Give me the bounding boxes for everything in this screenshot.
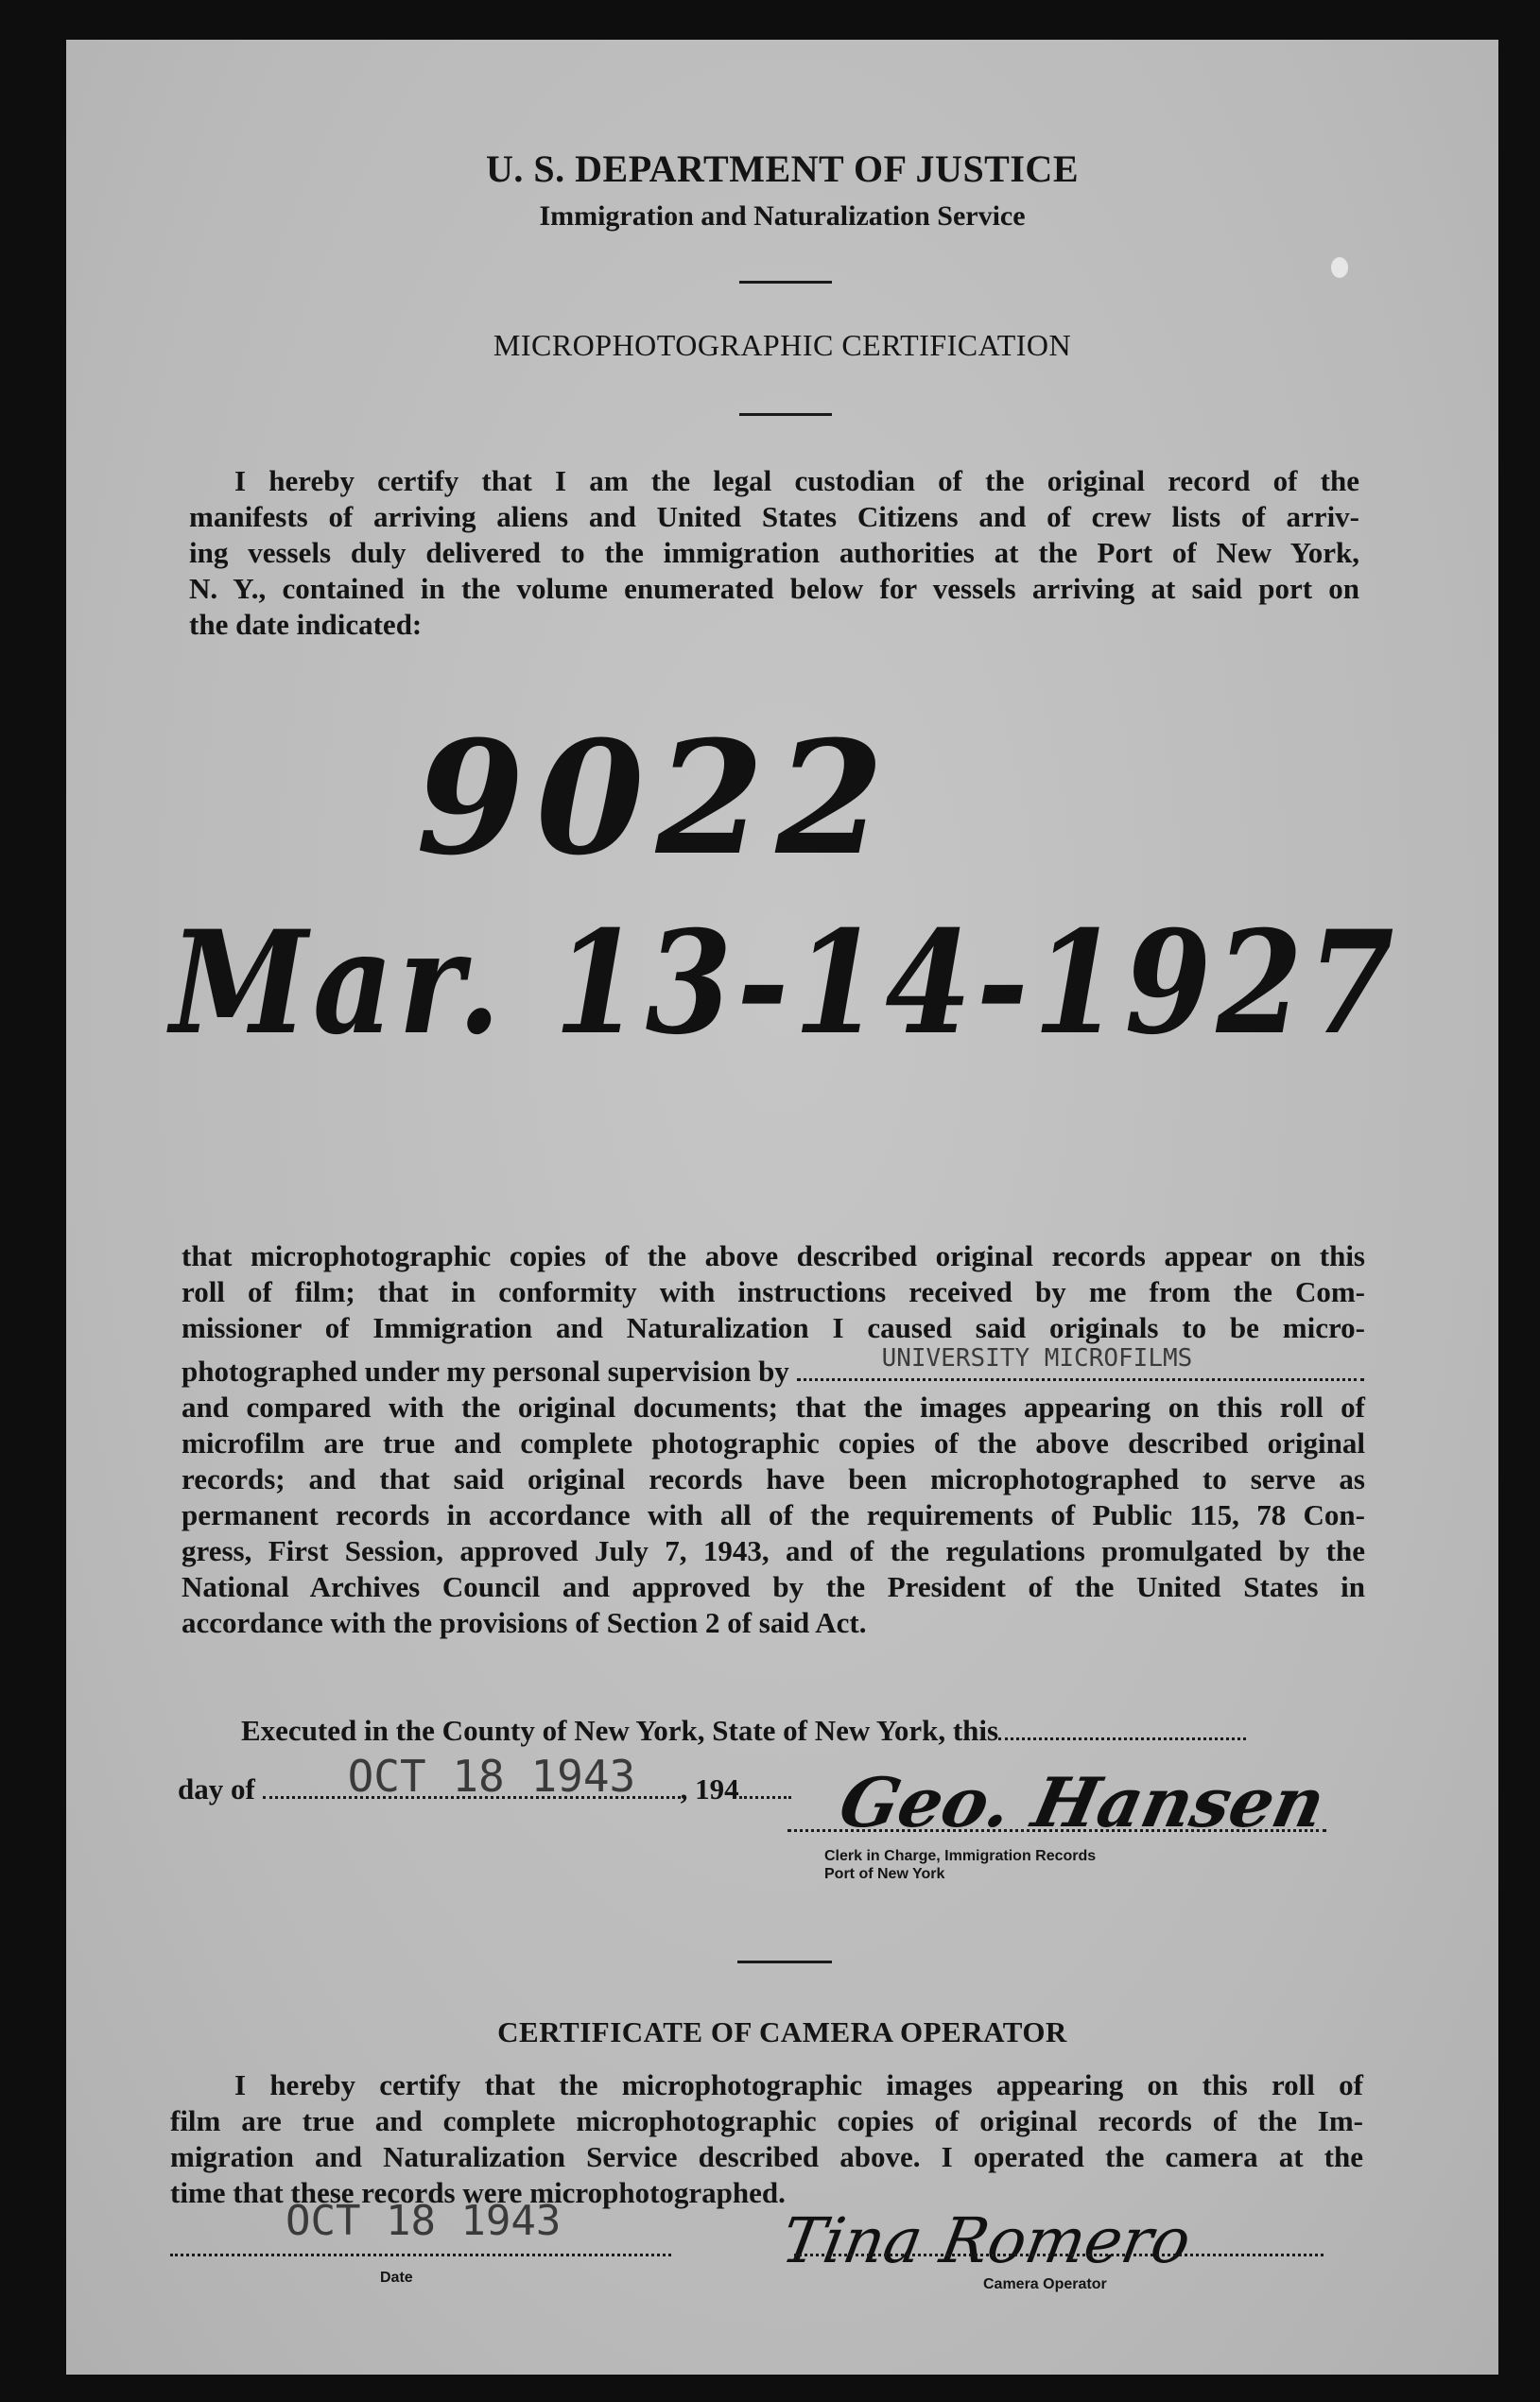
executed-text: Executed in the County of New York, State of New York, this [241,1714,999,1747]
paragraph-line: time that these records were microphotographed. [170,2176,786,2209]
paragraph-line: N. Y., contained in the volume enumerated below for vessels arriving at said port on [189,572,1359,605]
camera-date-stamp: OCT 18 1943 [286,2197,562,2245]
certificate-sheet [66,40,1498,2375]
supervision-prefix: photographed under my personal supervision by [182,1355,789,1388]
date-label: Date [380,2270,413,2286]
camera-paragraph [170,2067,1363,2211]
day-of-label: day of [178,1772,255,1806]
paragraph-line: and compared with the original documents; that the images appearing on this roll of [182,1391,1365,1424]
paragraph-line: microfilm are true and complete photographic copies of the above described original [182,1426,1365,1460]
clerk-title [824,1847,1096,1883]
handwriting-layer [66,40,1498,1127]
paragraph-line: that microphotographic copies of the above described original records appear on this [182,1239,1365,1272]
paragraph-line: migration and Naturalization Service described above. I operated the camera at the [170,2140,1363,2173]
department-heading: U. S. DEPARTMENT OF JUSTICE [486,147,1079,190]
paragraph-line: missioner of Immigration and Naturalization I caused said originals to be micro- [182,1311,1365,1344]
operator-label: Camera Operator [983,2276,1107,2292]
paragraph-line: I hereby certify that the microphotographic images appearing on this roll of [234,2068,1363,2101]
clerk-signature: Geo. Hansen [832,1762,1332,1842]
paragraph-line: accordance with the provisions of Section 2 of said Act. [182,1606,867,1639]
clerk-title-line: Clerk in Charge, Immigration Records [824,1848,1097,1864]
handwritten-date: Mar. 13-14-1927 [165,900,1400,1066]
year-prefix: , 194 [680,1772,739,1806]
divider [737,1961,832,1963]
paragraph-line: the date indicated: [189,608,423,641]
body-paragraph [182,1238,1365,1641]
supervision-fill [797,1344,1364,1381]
paragraph-line: records; and that said original records have been microphotographed to serve as [182,1462,1365,1495]
operator-signature: Tina Romero [776,2204,1197,2277]
service-heading: Immigration and Naturalization Service [539,200,1026,232]
clerk-signature-line [787,1829,1326,1832]
executed-day-fill [998,1737,1246,1740]
handwritten-volume: 9022 [416,706,896,890]
date-stamp: OCT 18 1943 [347,1751,636,1802]
supervision-line [182,1344,1365,1390]
clerk-port-line: Port of New York [824,1866,945,1882]
paragraph-line: National Archives Council and approved by the President of the United States in [182,1570,1365,1603]
paragraph-line: gress, First Session, approved July 7, 1943, and of the regulations promulgated by the [182,1534,1365,1567]
date-line [170,2254,671,2256]
paragraph-line: manifests of arriving aliens and United States Citizens and of crew lists of arriv- [189,500,1359,533]
camera-certificate-title: CERTIFICATE OF CAMERA OPERATOR [497,2015,1067,2048]
certification-title: MICROPHOTOGRAPHIC CERTIFICATION [493,328,1072,362]
paragraph-line: I hereby certify that I am the legal custodian of the original record of the [234,464,1359,497]
year-fill [739,1796,791,1799]
executed-line [241,1713,1371,1749]
paragraph-line: ing vessels duly delivered to the immigration authorities at the Port of New York, [189,536,1359,569]
paragraph-line: roll of film; that in conformity with instructions received by me from the Com- [182,1275,1365,1308]
day-of-fill [263,1751,681,1802]
paragraph-line: permanent records in accordance with all of the requirements of Public 115, 78 Con- [182,1498,1365,1531]
operator-signature-line [794,2254,1324,2256]
university-microfilms-stamp: UNIVERSITY MICROFILMS [881,1344,1193,1373]
paragraph-line: film are true and complete microphotographic copies of original records of the Im- [170,2104,1363,2137]
